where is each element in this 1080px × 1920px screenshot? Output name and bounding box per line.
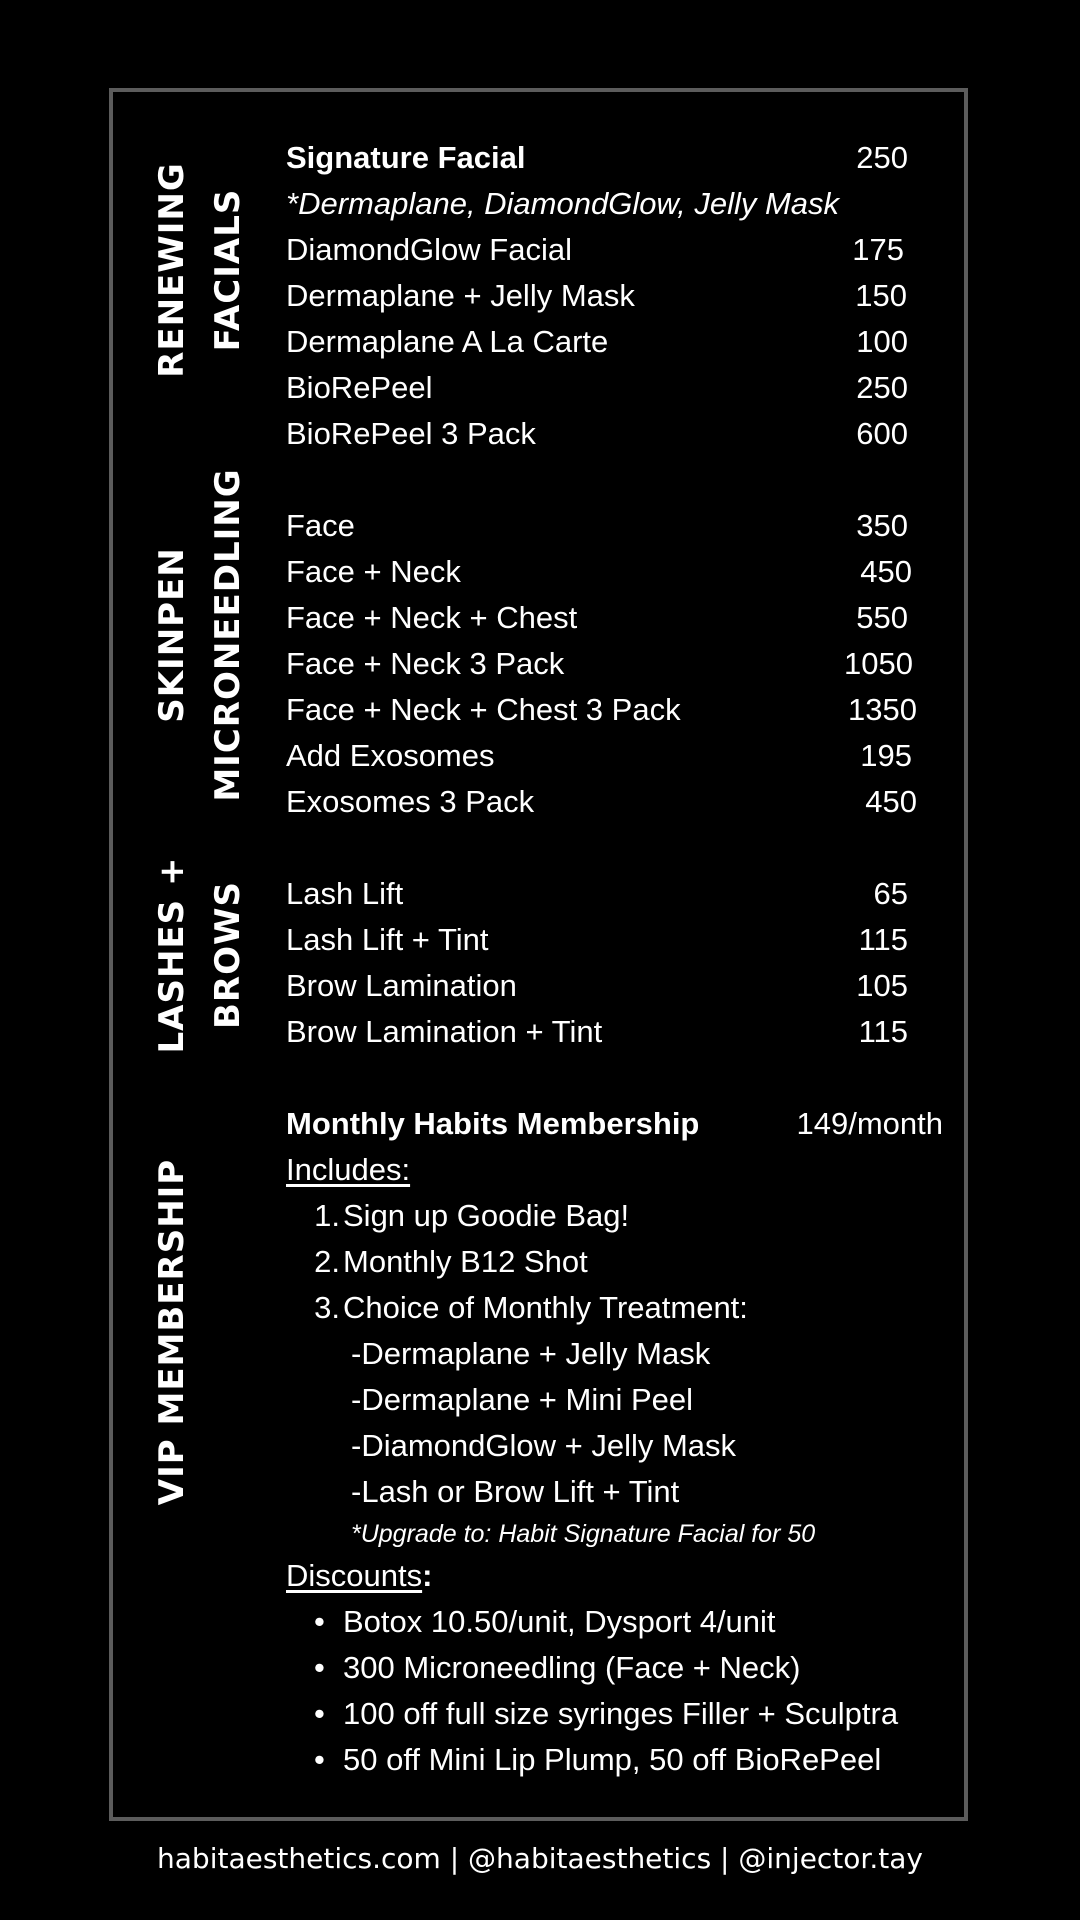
facial-item-price: 100 bbox=[856, 324, 908, 359]
include-item: Monthly B12 Shot bbox=[343, 1244, 588, 1279]
bullet-dot: • bbox=[314, 1650, 325, 1685]
treatment-choice: -Lash or Brow Lift + Tint bbox=[351, 1474, 680, 1509]
microneedling-item-name: Face + Neck + Chest bbox=[286, 600, 578, 635]
microneedling-item-name: Add Exosomes bbox=[286, 738, 495, 773]
treatment-choice: -Dermaplane + Jelly Mask bbox=[351, 1336, 711, 1371]
facial-signature-name: Signature Facial bbox=[286, 140, 526, 175]
section-label-renewing-line2: FACIALS bbox=[208, 188, 248, 352]
microneedling-item-name: Face + Neck + Chest 3 Pack bbox=[286, 692, 681, 727]
upgrade-note: *Upgrade to: Habit Signature Facial for 50 bbox=[351, 1520, 816, 1548]
includes-label: Includes: bbox=[286, 1152, 411, 1187]
lashes-item-price: 65 bbox=[873, 876, 908, 911]
microneedling-item-price: 1050 bbox=[844, 646, 913, 681]
lashes-item-price: 115 bbox=[858, 1014, 908, 1049]
lashes-item-price: 115 bbox=[858, 922, 908, 957]
microneedling-item-name: Face + Neck 3 Pack bbox=[286, 646, 565, 681]
discount-item: Botox 10.50/unit, Dysport 4/unit bbox=[343, 1604, 776, 1639]
facial-item-name: BioRePeel 3 Pack bbox=[286, 416, 536, 451]
discount-item: 300 Microneedling (Face + Neck) bbox=[343, 1650, 801, 1685]
treatment-choice: -DiamondGlow + Jelly Mask bbox=[351, 1428, 737, 1463]
discount-item: 100 off full size syringes Filler + Sculptra bbox=[343, 1696, 899, 1731]
bullet-dot: • bbox=[314, 1696, 325, 1731]
include-number: 3. bbox=[314, 1290, 340, 1325]
membership-name: Monthly Habits Membership bbox=[286, 1106, 700, 1141]
treatment-choice: -Dermaplane + Mini Peel bbox=[351, 1382, 694, 1417]
lashes-item-price: 105 bbox=[856, 968, 908, 1003]
microneedling-item-price: 450 bbox=[865, 784, 917, 819]
section-label-vip: VIP MEMBERSHIP bbox=[152, 1158, 192, 1506]
include-item: Choice of Monthly Treatment: bbox=[343, 1290, 748, 1325]
facial-item-price: 150 bbox=[855, 278, 907, 313]
discounts-label-text: Discounts bbox=[286, 1558, 423, 1593]
microneedling-item-price: 350 bbox=[856, 508, 908, 543]
microneedling-item-price: 195 bbox=[860, 738, 912, 773]
section-label-lashes-line2: BROWS bbox=[208, 881, 248, 1029]
facial-item-name: BioRePeel bbox=[286, 370, 433, 405]
footer-contact: habitaesthetics.com | @habitaesthetics | @injector.tay bbox=[157, 1842, 923, 1875]
microneedling-item-price: 550 bbox=[856, 600, 908, 635]
facial-item-price: 250 bbox=[856, 370, 908, 405]
section-label-skinpen-line1: SKINPEN bbox=[152, 547, 192, 723]
discounts-label-colon: : bbox=[422, 1558, 433, 1593]
lashes-item-name: Lash Lift bbox=[286, 876, 404, 911]
include-number: 2. bbox=[314, 1244, 340, 1279]
section-label-renewing-line1: RENEWING bbox=[152, 162, 192, 378]
discounts-label bbox=[286, 1556, 432, 1596]
microneedling-item-name: Face + Neck bbox=[286, 554, 461, 589]
facial-item-name: Dermaplane A La Carte bbox=[286, 324, 609, 359]
facial-signature-note: *Dermaplane, DiamondGlow, Jelly Mask bbox=[286, 186, 840, 221]
bullet-dot: • bbox=[314, 1604, 325, 1639]
facial-signature-price: 250 bbox=[856, 140, 908, 175]
membership-price: 149/month bbox=[796, 1106, 943, 1141]
bullet-dot: • bbox=[314, 1742, 325, 1777]
microneedling-item-name: Face bbox=[286, 508, 355, 543]
include-number: 1. bbox=[314, 1198, 340, 1233]
facial-item-name: Dermaplane + Jelly Mask bbox=[286, 278, 635, 313]
microneedling-item-price: 1350 bbox=[848, 692, 917, 727]
section-label-lashes-line1: LASHES + bbox=[152, 856, 192, 1054]
include-item: Sign up Goodie Bag! bbox=[343, 1198, 630, 1233]
facial-item-price: 175 bbox=[852, 232, 904, 267]
lashes-item-name: Brow Lamination bbox=[286, 968, 517, 1003]
lashes-item-name: Lash Lift + Tint bbox=[286, 922, 489, 957]
microneedling-item-price: 450 bbox=[860, 554, 912, 589]
section-label-skinpen-line2: MICRONEEDLING bbox=[208, 468, 248, 802]
lashes-item-name: Brow Lamination + Tint bbox=[286, 1014, 603, 1049]
facial-item-name: DiamondGlow Facial bbox=[286, 232, 572, 267]
facial-item-price: 600 bbox=[856, 416, 908, 451]
discount-item: 50 off Mini Lip Plump, 50 off BioRePeel bbox=[343, 1742, 882, 1777]
microneedling-item-name: Exosomes 3 Pack bbox=[286, 784, 535, 819]
